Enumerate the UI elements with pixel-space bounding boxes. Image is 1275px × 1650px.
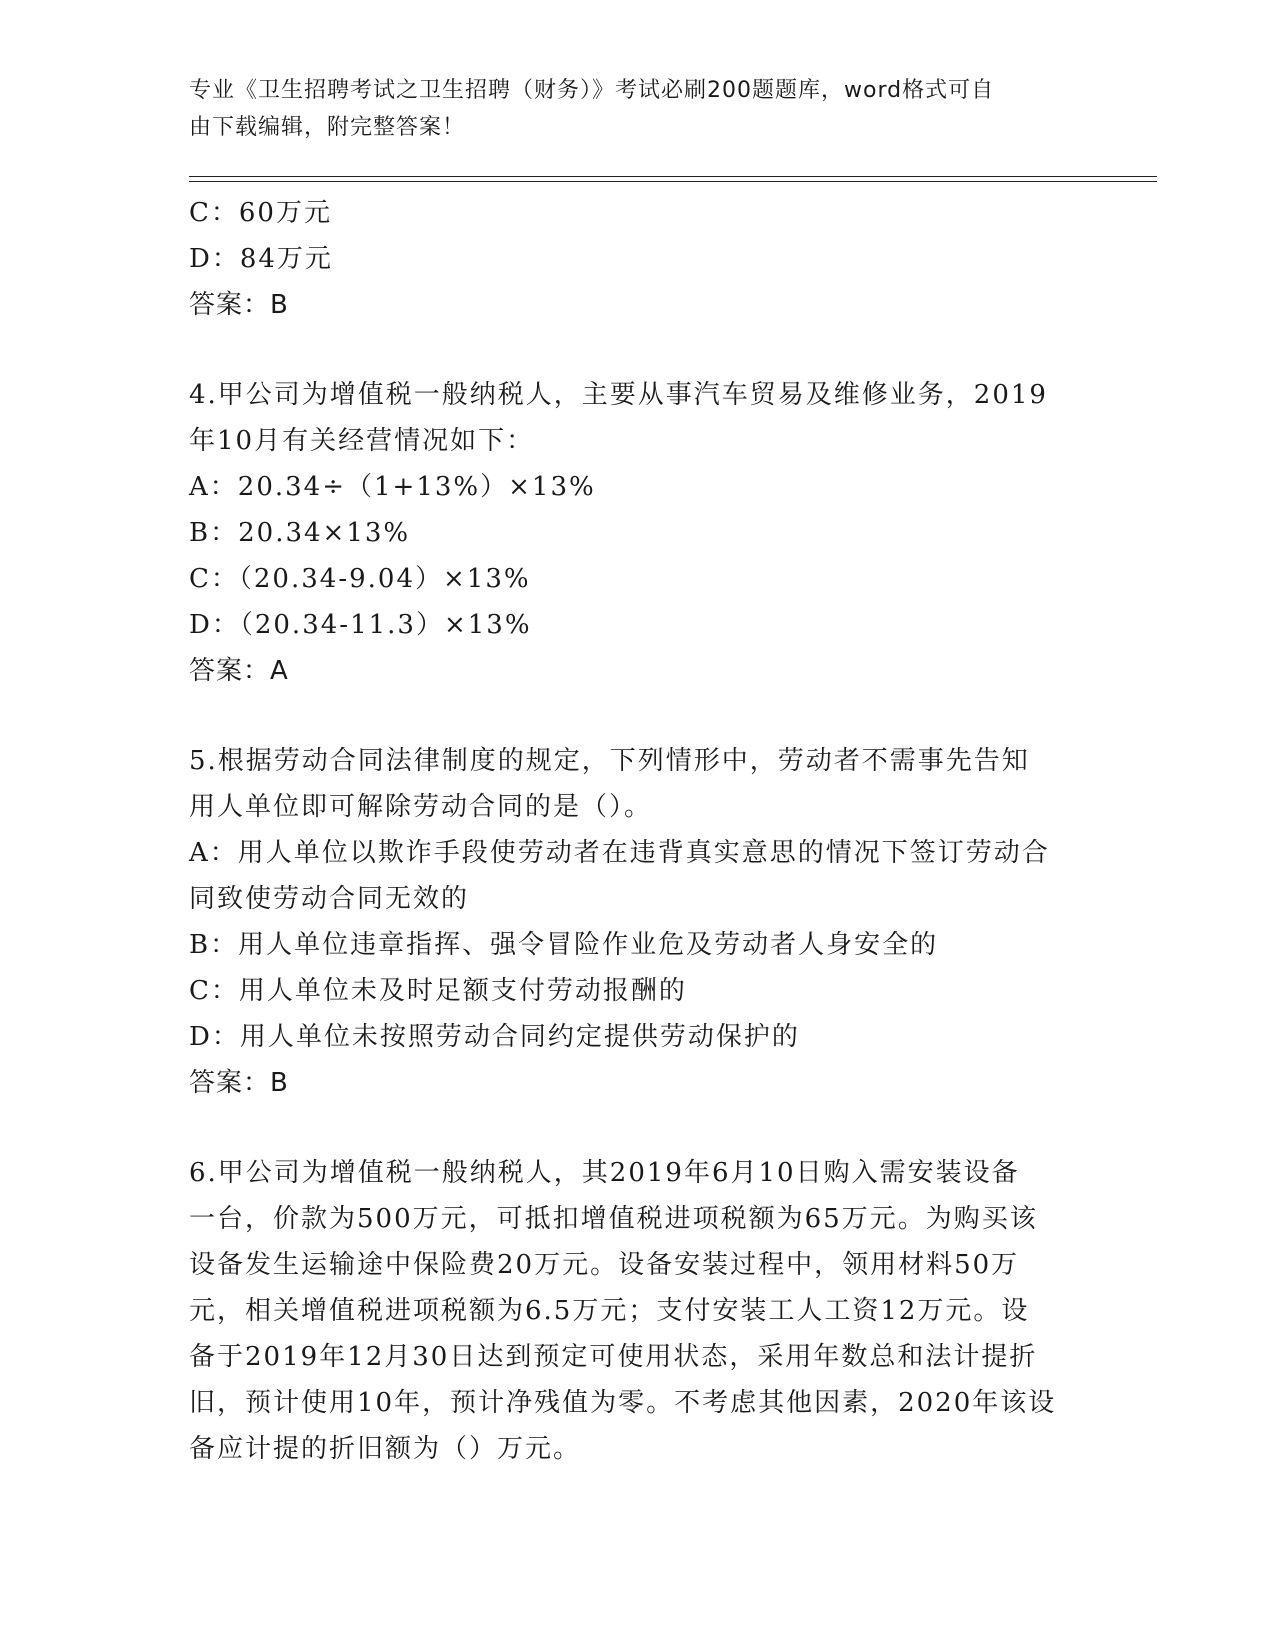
q3-answer: 答案：B <box>189 290 289 320</box>
header-line-2: 由下载编辑，附完整答案！ <box>189 115 466 140</box>
q5-option-a-line-2: 同致使劳动合同无效的 <box>189 884 470 914</box>
q4-stem-line-2: 年10月有关经营情况如下： <box>189 426 535 456</box>
q3-option-d: D：84万元 <box>189 244 333 274</box>
spacer <box>189 694 1089 738</box>
q5-stem-line-2: 用人单位即可解除劳动合同的是（）。 <box>189 792 653 822</box>
q5-option-b: B：用人单位违章指挥、强令冒险作业危及劳动者人身安全的 <box>189 930 939 960</box>
q5-answer: 答案：B <box>189 1068 289 1098</box>
q6-stem-line-3: 设备发生运输途中保险费20万元。设备安装过程中，领用材料50万 <box>189 1250 1020 1280</box>
question-list <box>189 190 1089 1472</box>
q4-stem-line-1: 4.甲公司为增值税一般纳税人，主要从事汽车贸易及维修业务，2019 <box>189 380 1048 410</box>
header-divider-bottom <box>189 181 1157 182</box>
q6-stem-line-1: 6.甲公司为增值税一般纳税人，其2019年6月10日购入需安装设备 <box>189 1158 1020 1188</box>
question-3-tail <box>189 190 1089 328</box>
q5-option-a-line-1: A：用人单位以欺诈手段使劳动者在违背真实意思的情况下签订劳动合 <box>189 838 1050 868</box>
q5-option-c: C：用人单位未及时足额支付劳动报酬的 <box>189 976 687 1006</box>
spacer <box>189 328 1089 372</box>
q6-stem-line-5: 备于2019年12月30日达到预定可使用状态，采用年数总和法计提折 <box>189 1342 1038 1372</box>
q4-answer: 答案：A <box>189 656 289 686</box>
q4-option-c: C：（20.34-9.04）×13% <box>189 564 531 594</box>
question-5 <box>189 738 1089 1106</box>
q5-stem-line-1: 5.根据劳动合同法律制度的规定，下列情形中，劳动者不需事先告知 <box>189 746 1030 776</box>
page-header <box>189 72 1089 146</box>
q6-stem-line-2: 一台，价款为500万元，可抵扣增值税进项税额为65万元。为购买该 <box>189 1204 1038 1234</box>
q6-stem-line-7: 备应计提的折旧额为（）万元。 <box>189 1434 582 1464</box>
q3-option-c: C：60万元 <box>189 198 332 228</box>
q5-option-d: D：用人单位未按照劳动合同约定提供劳动保护的 <box>189 1022 800 1052</box>
q6-stem-line-6: 旧，预计使用10年，预计净残值为零。不考虑其他因素，2020年该设 <box>189 1388 1057 1418</box>
question-6 <box>189 1150 1089 1472</box>
q6-stem-line-4: 元，相关增值税进项税额为6.5万元；支付安装工人工资12万元。设 <box>189 1296 1030 1326</box>
spacer <box>189 1106 1089 1150</box>
header-line-1: 专业《卫生招聘考试之卫生招聘（财务）》考试必刷200题题库，word格式可自 <box>189 78 995 103</box>
q4-option-a: A：20.34÷（1+13%）×13% <box>189 472 596 502</box>
question-4 <box>189 372 1089 694</box>
q4-option-d: D：（20.34-11.3）×13% <box>189 610 532 640</box>
q4-option-b: B：20.34×13% <box>189 518 411 548</box>
header-divider-top <box>189 176 1157 177</box>
